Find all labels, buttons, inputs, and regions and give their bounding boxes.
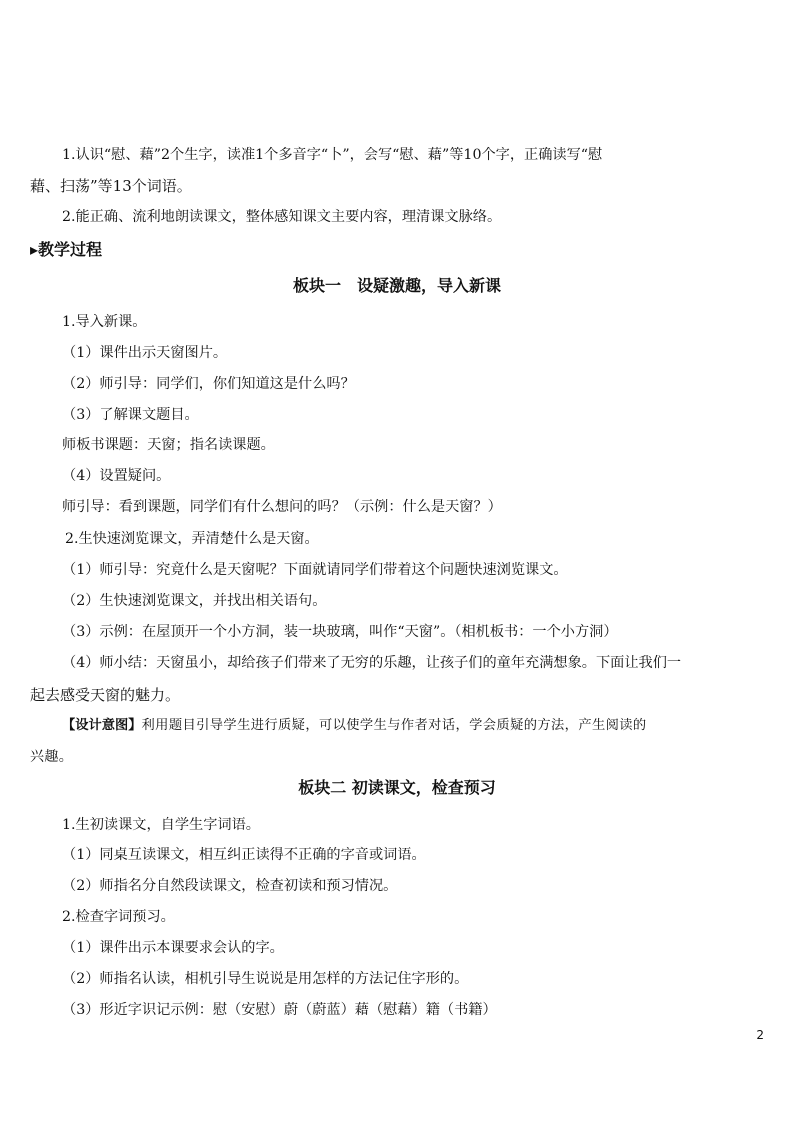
s1-line-8: （1）师引导：究竟什么是天窗呢？下面就请同学们带着这个问题快速浏览课文。 <box>62 562 568 578</box>
s1-line-10: （3）示例：在屋顶开一个小方洞，装一块玻璃，叫作“天窗”。（相机板书：一个小方洞） <box>62 624 618 640</box>
s2-line-6: （3）形近字识记示例：慰（安慰）蔚（蔚蓝）藉（慰藉）籍（书籍） <box>62 1002 497 1018</box>
page-number: 2 <box>756 1028 764 1042</box>
section-1-title: 板块一 设疑激趣，导入新课 <box>292 276 501 295</box>
s1-line-12: 起去感受天窗的魅力。 <box>30 686 181 704</box>
design-intent-text: 利用题目引导学生进行质疑，可以使学生与作者对话，学会质疑的方法，产生阅读的 <box>141 718 647 733</box>
goal-line-1: 1.认识“慰、藉”2个生字，读准1个多音字“卜”，会写“慰、藉”等10个字，正确读写“慰 <box>62 147 603 163</box>
s1-line-2: （2）师引导：同学们，你们知道这是什么吗？ <box>62 376 355 392</box>
s1-line-1: （1）课件出示天窗图片。 <box>62 345 228 361</box>
s2-line-3: 2.检查字词预习。 <box>62 909 175 925</box>
s2-line-4: （1）课件出示本课要求会认的字。 <box>62 940 284 956</box>
s2-line-2: （2）师指名分自然段读课文，检查初读和预习情况。 <box>62 878 398 894</box>
goal-line-2: 2.能正确、流利地朗读课文，整体感知课文主要内容，理清课文脉络。 <box>62 209 502 225</box>
s1-line-5: （4）设置疑问。 <box>62 468 171 484</box>
s2-line-1: （1）同桌互读课文，相互纠正读得不正确的字音或词语。 <box>62 847 426 863</box>
s1-line-3: （3）了解课文题目。 <box>62 407 199 423</box>
section-2-title: 板块二 初读课文，检查预习 <box>298 778 496 797</box>
process-heading: ▸教学过程 <box>30 240 103 259</box>
goal-line-1-cont: 藉、扫荡”等13个词语。 <box>30 177 192 195</box>
s1-line-0: 1.导入新课。 <box>62 314 147 330</box>
s1-line-6: 师引导：看到课题，同学们有什么想问的吗？（示例：什么是天窗？） <box>62 499 502 515</box>
s1-line-7: 2.生快速浏览课文，弄清楚什么是天窗。 <box>65 531 319 547</box>
design-intent <box>62 716 794 736</box>
design-intent-tag: 【设计意图】 <box>62 718 142 733</box>
s2-line-0: 1.生初读课文，自学生字词语。 <box>62 817 260 833</box>
s1-line-4: 师板书课题：天窗；指名读课题。 <box>62 437 275 453</box>
s2-line-5: （2）师指名认读，相机引导生说说是用怎样的方法记住字形的。 <box>62 971 469 987</box>
s1-line-11: （4）师小结：天窗虽小，却给孩子们带来了无穷的乐趣，让孩子们的童年充满想象。下面让我们一 <box>62 655 682 671</box>
s1-line-9: （2）生快速浏览课文，并找出相关语句。 <box>62 593 327 609</box>
design-intent-cont: 兴趣。 <box>30 749 74 765</box>
